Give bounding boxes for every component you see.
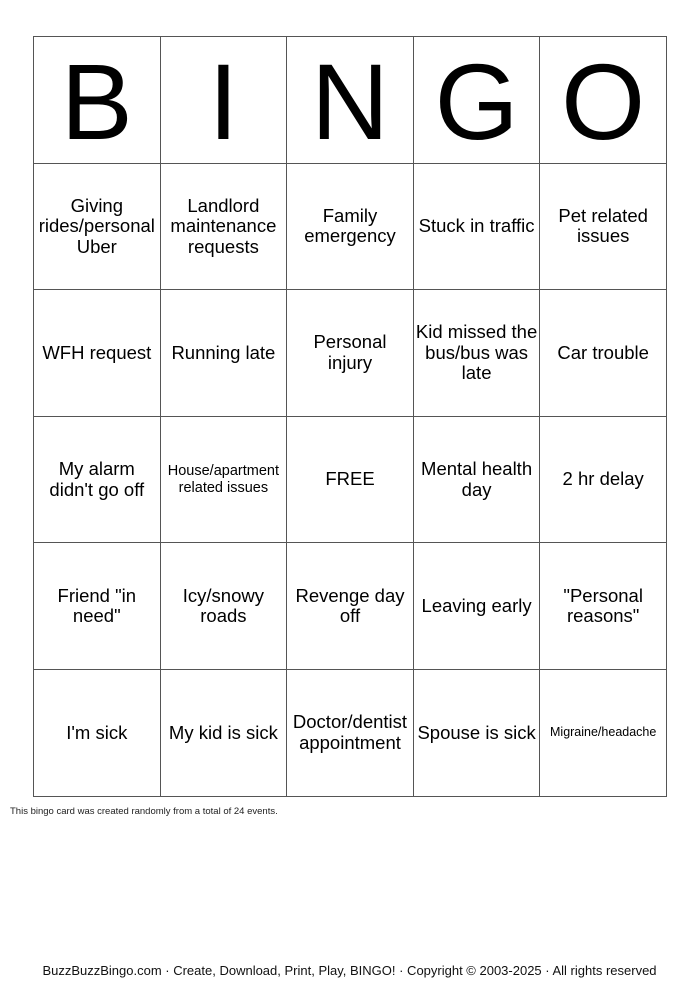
bingo-cell: Revenge day off [287, 543, 414, 670]
bingo-row-5 [34, 669, 667, 796]
header-letter-i: I [160, 37, 287, 164]
bingo-cell: Car trouble [540, 290, 667, 417]
bingo-cell: My alarm didn't go off [34, 416, 161, 543]
bingo-cell: Doctor/dentist appointment [287, 669, 414, 796]
bingo-cell: House/apartment related issues [160, 416, 287, 543]
bingo-row-3 [34, 416, 667, 543]
bingo-cell: Pet related issues [540, 163, 667, 290]
header-letter-n: N [287, 37, 414, 164]
bingo-cell: Mental health day [413, 416, 540, 543]
footer-copyright: BuzzBuzzBingo.com · Create, Download, Print, Play, BINGO! · Copyright © 2003-2025 · All rights reserved [42, 963, 657, 978]
bingo-cell: Family emergency [287, 163, 414, 290]
bingo-cell: Migraine/headache [540, 669, 667, 796]
bingo-cell: My kid is sick [160, 669, 287, 796]
header-letter-o: O [540, 37, 667, 164]
bingo-cell: WFH request [34, 290, 161, 417]
bingo-card [33, 36, 667, 797]
bingo-cell: 2 hr delay [540, 416, 667, 543]
bingo-cell: Giving rides/personal Uber [34, 163, 161, 290]
bingo-cell: Personal injury [287, 290, 414, 417]
bingo-row-4 [34, 543, 667, 670]
free-space-cell: FREE [287, 416, 414, 543]
header-letter-g: G [413, 37, 540, 164]
bingo-cell: Friend "in need" [34, 543, 161, 670]
bingo-header-row [34, 37, 667, 164]
bingo-row-2 [34, 290, 667, 417]
generation-note: This bingo card was created randomly from a total of 24 events. [10, 806, 278, 817]
bingo-row-1 [34, 163, 667, 290]
bingo-cell: "Personal reasons" [540, 543, 667, 670]
bingo-cell: Running late [160, 290, 287, 417]
bingo-cell: Icy/snowy roads [160, 543, 287, 670]
bingo-cell: I'm sick [34, 669, 161, 796]
bingo-cell: Stuck in traffic [413, 163, 540, 290]
bingo-cell: Kid missed the bus/bus was late [413, 290, 540, 417]
bingo-cell: Leaving early [413, 543, 540, 670]
header-letter-b: B [34, 37, 161, 164]
bingo-cell: Spouse is sick [413, 669, 540, 796]
bingo-cell: Landlord maintenance requests [160, 163, 287, 290]
